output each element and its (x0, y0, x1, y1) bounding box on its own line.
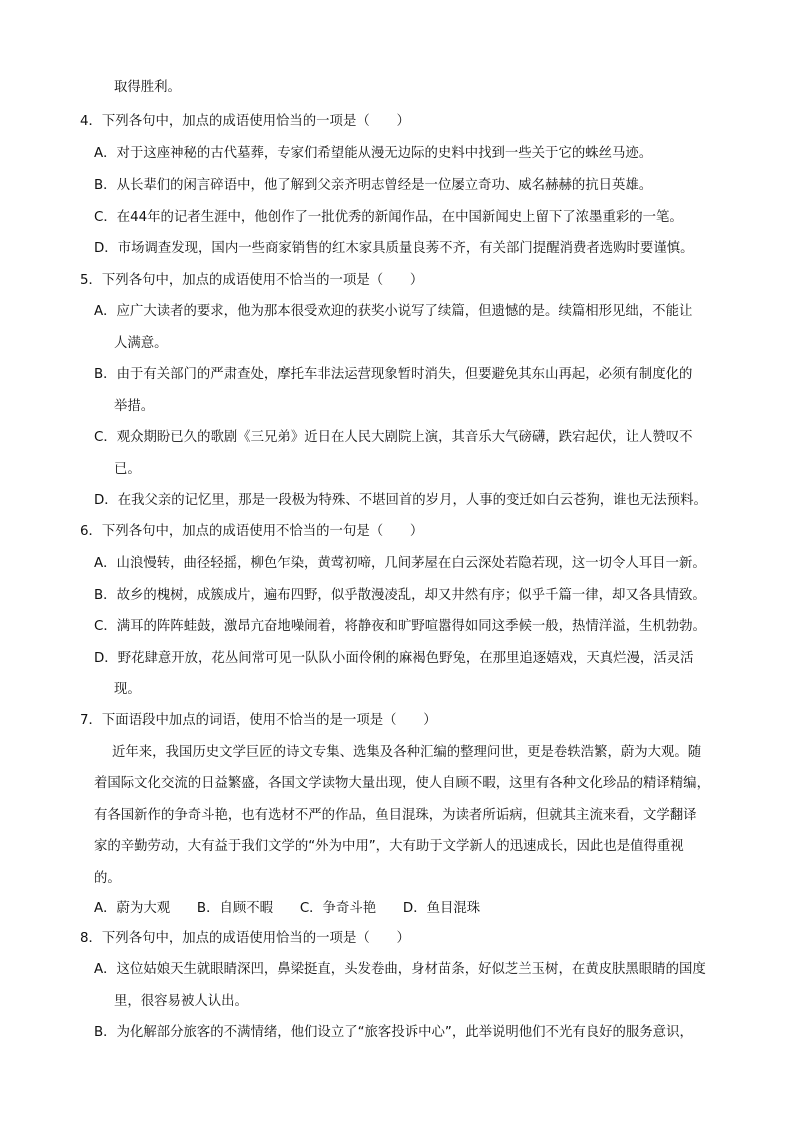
question-5-option-a-cont: 人满意。 (114, 336, 168, 351)
question-6-option-d: D．野花肆意开放，花丛间常可见一队队小面伶俐的麻褐色野兔，在那里追逐嬉戏，天真烂漫，活灵活 (94, 651, 694, 666)
question-7-passage-line: 的。 (94, 871, 121, 886)
question-4-option-d: D．市场调查发现，国内一些商家销售的红木家具质量良莠不齐，有关部门提醒消费者选购时要谨慎。 (94, 241, 694, 256)
question-8-option-b: B．为化解部分旅客的不满情绪，他们设立了“旅客投诉中心”，此举说明他们不光有良好的服务意识， (94, 1025, 693, 1040)
question-8-stem: 8．下列各句中，加点的成语使用恰当的一项是（ ） (80, 931, 410, 946)
question-7-passage-line: 家的辛勤劳动，大有益于我们文学的“外为中用”，大有助于文学新人的迅速成长，因此也是值得重视 (94, 839, 684, 854)
question-7-passage-line: 近年来，我国历史文学巨匠的诗文专集、选集及各种汇编的整理问世，更是卷轶浩繁，蔚为大观。随 (112, 745, 702, 760)
question-5-option-c-cont: 已。 (114, 462, 141, 477)
question-8-option-a: A．这位姑娘天生就眼睛深凹，鼻梁挺直，头发卷曲，身材苗条，好似芝兰玉树，在黄皮肤黑眼睛的国度 (94, 962, 706, 977)
question-4-option-c: C．在44年的记者生涯中，他创作了一批优秀的新闻作品，在中国新闻史上留下了浓墨重彩的一笔。 (94, 210, 683, 225)
question-4-option-a: A．对于这座神秘的古代墓葬，专家们希望能从漫无边际的史料中找到一些关于它的蛛丝马迹。 (94, 146, 653, 161)
question-4-stem: 4．下列各句中，加点的成语使用恰当的一项是（ ） (80, 114, 410, 129)
question-5-stem: 5．下列各句中，加点的成语使用不恰当的一项是（ ） (80, 273, 424, 288)
question-5-option-a: A．应广大读者的要求，他为那本很受欢迎的获奖小说写了续篇，但遗憾的是。续篇相形见绌，不能让 (94, 304, 693, 319)
question-8-option-a-cont: 里，很容易被人认出。 (114, 994, 248, 1009)
question-6-option-b: B．故乡的槐树，成簇成片，遍布四野，似乎散漫凌乱，却又井然有序；似乎千篇一律，却又各具情致。 (94, 588, 706, 603)
question-6-stem: 6．下列各句中，加点的成语使用不恰当的一句是（ ） (80, 524, 424, 539)
question-7-stem: 7．下面语段中加点的词语，使用不恰当的是一项是（ ） (80, 713, 437, 728)
question-6-option-d-cont: 现。 (114, 682, 141, 697)
question-5-option-c: C．观众期盼已久的歌剧《三兄弟》近日在人民大剧院上演，其音乐大气磅礴，跌宕起伏，让人赞叹不 (94, 430, 693, 445)
question-6-option-c: C．满耳的阵阵蛙鼓，激昂亢奋地噪闹着，将静夜和旷野喧嚣得如同这季候一般，热情洋溢，生机勃勃。 (94, 619, 706, 634)
question-6-option-a: A．山浪慢转，曲径轻摇，柳色乍染，黄莺初啼，几间茅屋在白云深处若隐若现，这一切令人耳目一新。 (94, 556, 706, 571)
question-7-options: A．蔚为大观 B．自顾不暇 C．争奇斗艳 D．鱼目混珠 (94, 901, 481, 916)
question-5-option-b: B．由于有关部门的严肃查处，摩托车非法运营现象暂时消失，但要避免其东山再起，必须有制度化的 (94, 367, 693, 382)
question-4-option-b: B．从长辈们的闲言碎语中，他了解到父亲齐明志曾经是一位屡立奇功、威名赫赫的抗日英雄。 (94, 178, 653, 193)
question-7-passage-line: 着国际文化交流的日益繁盛，各国文学读物大量出现，使人自顾不暇，这里有各种文化珍品的精译精编， (94, 776, 710, 791)
question-7-passage-line: 有各国新作的争奇斗艳，也有选材不严的作品，鱼目混珠，为读者所诟病，但就其主流来看，文学翻译 (94, 808, 697, 823)
question-5-option-d: D．在我父亲的记忆里，那是一段极为特殊、不堪回首的岁月，人事的变迁如白云苍狗，谁也无法预料。 (94, 493, 707, 508)
question-5-option-b-cont: 举措。 (114, 399, 155, 414)
text-line: 取得胜利。 (114, 80, 181, 95)
